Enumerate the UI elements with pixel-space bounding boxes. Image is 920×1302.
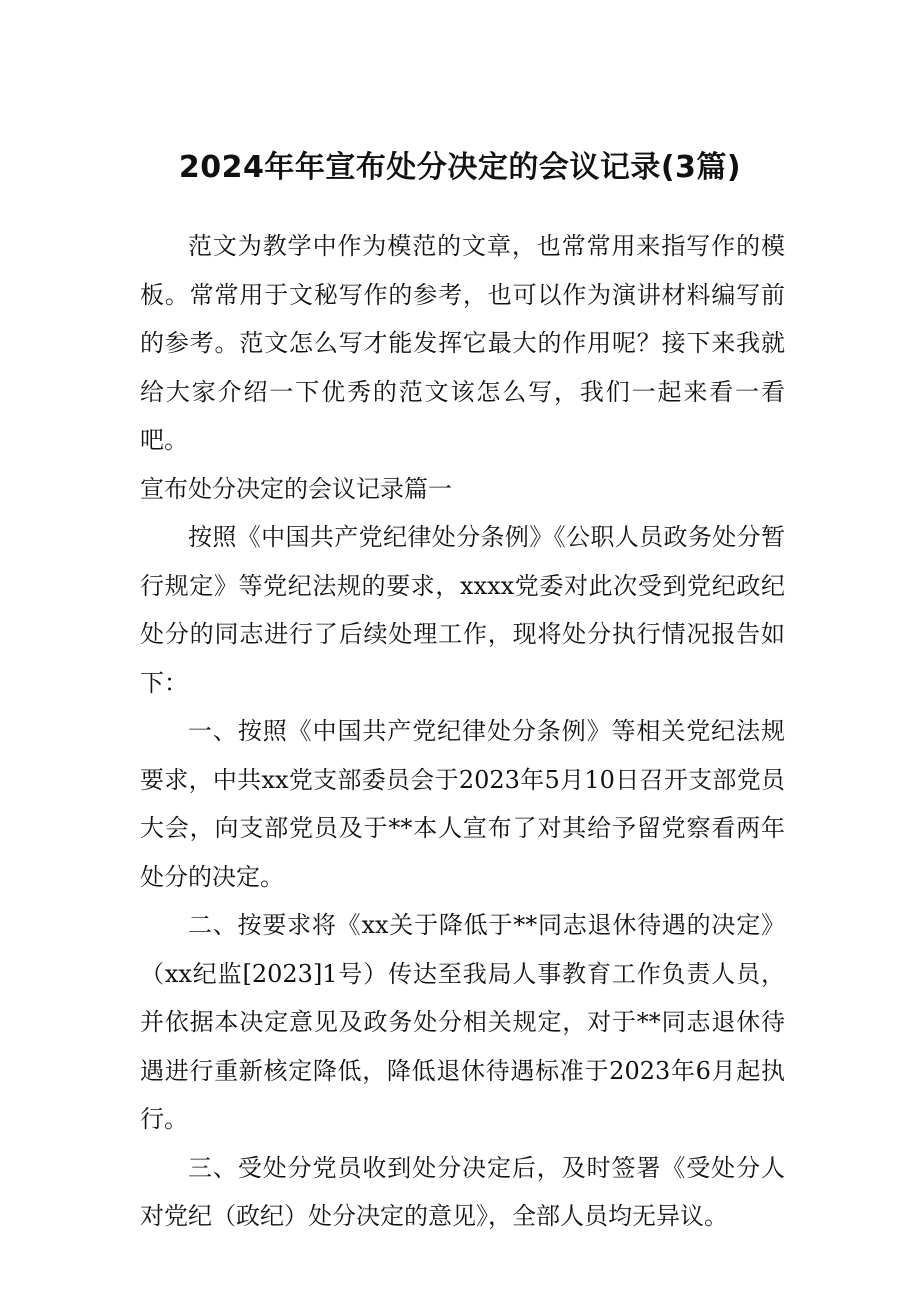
section-heading: 宣布处分决定的会议记录篇一 <box>140 474 452 503</box>
body-paragraph: 二、按要求将《xx关于降低于**同志退休待遇的决定》（xx纪监[2023]1号）传达至我局人事教育工作负责人员，并依据本决定意见及政务处分相关规定，对于**同志退休待遇进行重新核定降低，降低退休待遇标准于2023年6月起执行。 <box>140 911 785 1133</box>
document-title: 2024年年宣布处分决定的会议记录(3篇) <box>178 150 742 185</box>
body-paragraph: 按照《中国共产党纪律处分条例》《公职人员政务处分暂行规定》等党纪法规的要求，xxxx党委对此次受到党纪政纪处分的同志进行了后续处理工作，现将处分执行情况报告如下： <box>140 523 785 697</box>
intro-paragraph: 范文为教学中作为模范的文章，也常常用来指写作的模板。常常用于文秘写作的参考，也可以作为演讲材料编写前的参考。范文怎么写才能发挥它最大的作用呢？接下来我就给大家介绍一下优秀的范文该怎么写，我们一起来看一看吧。 <box>140 232 785 454</box>
body-paragraph: 三、受处分党员收到处分决定后，及时签署《受处分人对党纪（政纪）处分决定的意见》，全部人员均无异议。 <box>140 1153 785 1230</box>
body-paragraph: 一、按照《中国共产党纪律处分条例》等相关党纪法规要求，中共xx党支部委员会于2023年5月10日召开支部党员大会，向支部党员及于**本人宣布了对其给予留党察看两年处分的决定。 <box>140 717 785 891</box>
document-body <box>140 222 785 1241</box>
